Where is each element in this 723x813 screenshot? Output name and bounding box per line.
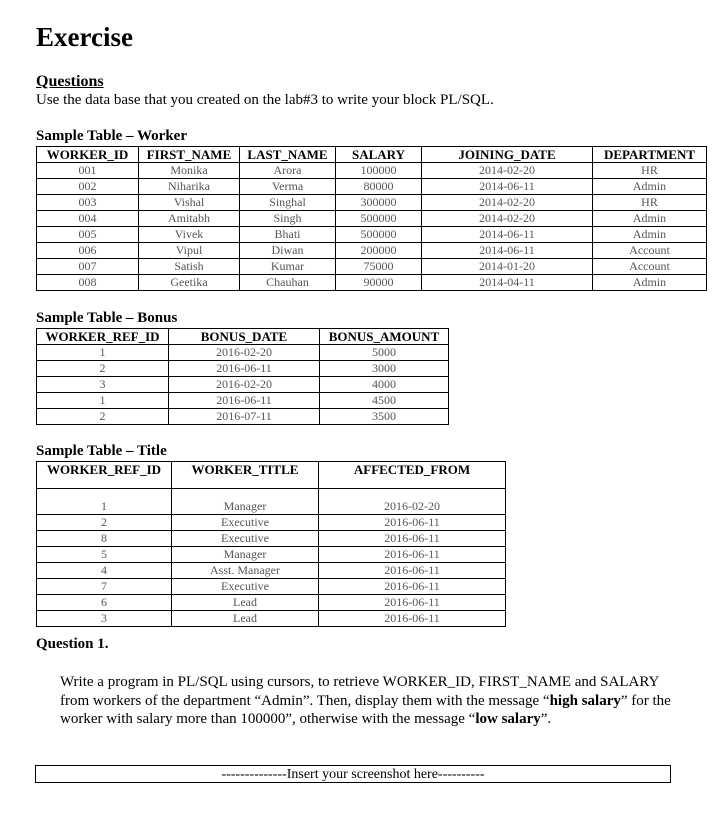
table-row (37, 259, 707, 275)
table-cell: 001 (37, 163, 139, 179)
column-header: WORKER_ID (37, 147, 139, 163)
intro-text: Use the data base that you created on the lab#3 to write your block PL/SQL. (36, 92, 494, 108)
table-cell: 2016-06-11 (319, 547, 506, 563)
table-cell: Executive (172, 531, 319, 547)
table-cell: Arora (240, 163, 336, 179)
table-cell: Bhati (240, 227, 336, 243)
table-row (37, 409, 449, 425)
table-row (37, 489, 506, 515)
table-cell: 500000 (336, 211, 422, 227)
table-cell: 2 (37, 409, 169, 425)
table-cell: 300000 (336, 195, 422, 211)
worker-table-caption: Sample Table – Worker (36, 128, 187, 144)
table-cell: 2016-07-11 (169, 409, 320, 425)
table-cell: Asst. Manager (172, 563, 319, 579)
table-cell: 007 (37, 259, 139, 275)
table-cell: Singh (240, 211, 336, 227)
table-cell: Executive (172, 579, 319, 595)
table-cell: 003 (37, 195, 139, 211)
table-cell: 6 (37, 595, 172, 611)
table-cell: 2014-06-11 (422, 243, 593, 259)
table-cell: 2016-02-20 (319, 489, 506, 515)
table-row (37, 345, 449, 361)
table-cell: 3000 (320, 361, 449, 377)
table-cell: Admin (593, 211, 707, 227)
column-header: WORKER_TITLE (172, 462, 319, 489)
table-row (37, 579, 506, 595)
table-cell: 5 (37, 547, 172, 563)
table-row (37, 531, 506, 547)
column-header: FIRST_NAME (139, 147, 240, 163)
table-cell: 2016-06-11 (319, 579, 506, 595)
table-cell: 3500 (320, 409, 449, 425)
table-cell: 2 (37, 515, 172, 531)
title-table (36, 461, 506, 627)
column-header: AFFECTED_FROM (319, 462, 506, 489)
table-cell: 2016-02-20 (169, 345, 320, 361)
column-header: WORKER_REF_ID (37, 462, 172, 489)
column-header: SALARY (336, 147, 422, 163)
table-cell: Chauhan (240, 275, 336, 291)
table-cell: 2016-06-11 (319, 611, 506, 627)
table-cell: 5000 (320, 345, 449, 361)
table-cell: 4000 (320, 377, 449, 393)
table-cell: 2014-02-20 (422, 163, 593, 179)
question-1-text: Write a program in PL/SQL using cursors, to retrieve WORKER_ID, FIRST_NAME and SALARY from workers of the department “Admin”. Then, display them with the message “high salary” for the worker with salary more than 100000”, otherwise with the message “low salary”. (60, 674, 671, 727)
table-cell: 2016-06-11 (169, 393, 320, 409)
table-row (37, 227, 707, 243)
table-cell: Amitabh (139, 211, 240, 227)
table-row (37, 361, 449, 377)
table-cell: HR (593, 163, 707, 179)
table-cell: 80000 (336, 179, 422, 195)
table-cell: 3 (37, 377, 169, 393)
table-cell: 2016-02-20 (169, 377, 320, 393)
table-cell: HR (593, 195, 707, 211)
table-cell: 2016-06-11 (319, 595, 506, 611)
table-cell: Vipul (139, 243, 240, 259)
table-row (37, 595, 506, 611)
table-row (37, 515, 506, 531)
table-cell: Lead (172, 595, 319, 611)
table-cell: 2 (37, 361, 169, 377)
page-title: Exercise (36, 22, 133, 52)
question-1-heading: Question 1. (36, 636, 109, 652)
table-cell: 90000 (336, 275, 422, 291)
worker-table (36, 146, 707, 291)
table-row (37, 547, 506, 563)
table-cell: Admin (593, 179, 707, 195)
table-cell: 1 (37, 489, 172, 515)
table-cell: 2014-02-20 (422, 195, 593, 211)
table-row (37, 195, 707, 211)
table-cell: 75000 (336, 259, 422, 275)
table-cell: Manager (172, 489, 319, 515)
table-cell: 002 (37, 179, 139, 195)
table-cell: Diwan (240, 243, 336, 259)
column-header: DEPARTMENT (593, 147, 707, 163)
table-cell: 2016-06-11 (319, 563, 506, 579)
bonus-table (36, 328, 449, 425)
table-cell: 2016-06-11 (319, 515, 506, 531)
table-cell: Verma (240, 179, 336, 195)
table-cell: Lead (172, 611, 319, 627)
table-cell: 3 (37, 611, 172, 627)
table-cell: Niharika (139, 179, 240, 195)
table-cell: Vishal (139, 195, 240, 211)
column-header: WORKER_REF_ID (37, 329, 169, 345)
column-header: JOINING_DATE (422, 147, 593, 163)
column-header: BONUS_AMOUNT (320, 329, 449, 345)
title-table-caption: Sample Table – Title (36, 443, 167, 459)
table-cell: 2016-06-11 (169, 361, 320, 377)
table-row (37, 377, 449, 393)
table-cell: 2016-06-11 (319, 531, 506, 547)
table-row (37, 563, 506, 579)
table-cell: 2014-02-20 (422, 211, 593, 227)
table-cell: 2014-01-20 (422, 259, 593, 275)
table-cell: 7 (37, 579, 172, 595)
table-row (37, 179, 707, 195)
table-cell: 2014-06-11 (422, 179, 593, 195)
table-cell: Kumar (240, 259, 336, 275)
bonus-table-caption: Sample Table – Bonus (36, 310, 178, 326)
table-cell: 008 (37, 275, 139, 291)
table-cell: 1 (37, 393, 169, 409)
table-cell: Executive (172, 515, 319, 531)
table-cell: 4500 (320, 393, 449, 409)
table-cell: Manager (172, 547, 319, 563)
table-row (37, 243, 707, 259)
table-cell: Singhal (240, 195, 336, 211)
table-cell: 200000 (336, 243, 422, 259)
table-cell: 500000 (336, 227, 422, 243)
table-cell: Account (593, 243, 707, 259)
table-row (37, 393, 449, 409)
table-cell: 100000 (336, 163, 422, 179)
table-row (37, 163, 707, 179)
table-cell: Monika (139, 163, 240, 179)
table-row (37, 211, 707, 227)
table-cell: Admin (593, 275, 707, 291)
questions-heading: Questions (36, 73, 104, 90)
screenshot-placeholder-box[interactable]: --------------Insert your screenshot here---------- (35, 765, 671, 783)
table-cell: Admin (593, 227, 707, 243)
table-cell: 2014-04-11 (422, 275, 593, 291)
table-row (37, 275, 707, 291)
table-cell: 005 (37, 227, 139, 243)
table-cell: Account (593, 259, 707, 275)
table-cell: 004 (37, 211, 139, 227)
column-header: BONUS_DATE (169, 329, 320, 345)
table-cell: Satish (139, 259, 240, 275)
column-header: LAST_NAME (240, 147, 336, 163)
table-cell: Vivek (139, 227, 240, 243)
table-cell: 006 (37, 243, 139, 259)
table-cell: Geetika (139, 275, 240, 291)
table-cell: 4 (37, 563, 172, 579)
table-cell: 8 (37, 531, 172, 547)
table-cell: 1 (37, 345, 169, 361)
table-cell: 2014-06-11 (422, 227, 593, 243)
table-row (37, 611, 506, 627)
